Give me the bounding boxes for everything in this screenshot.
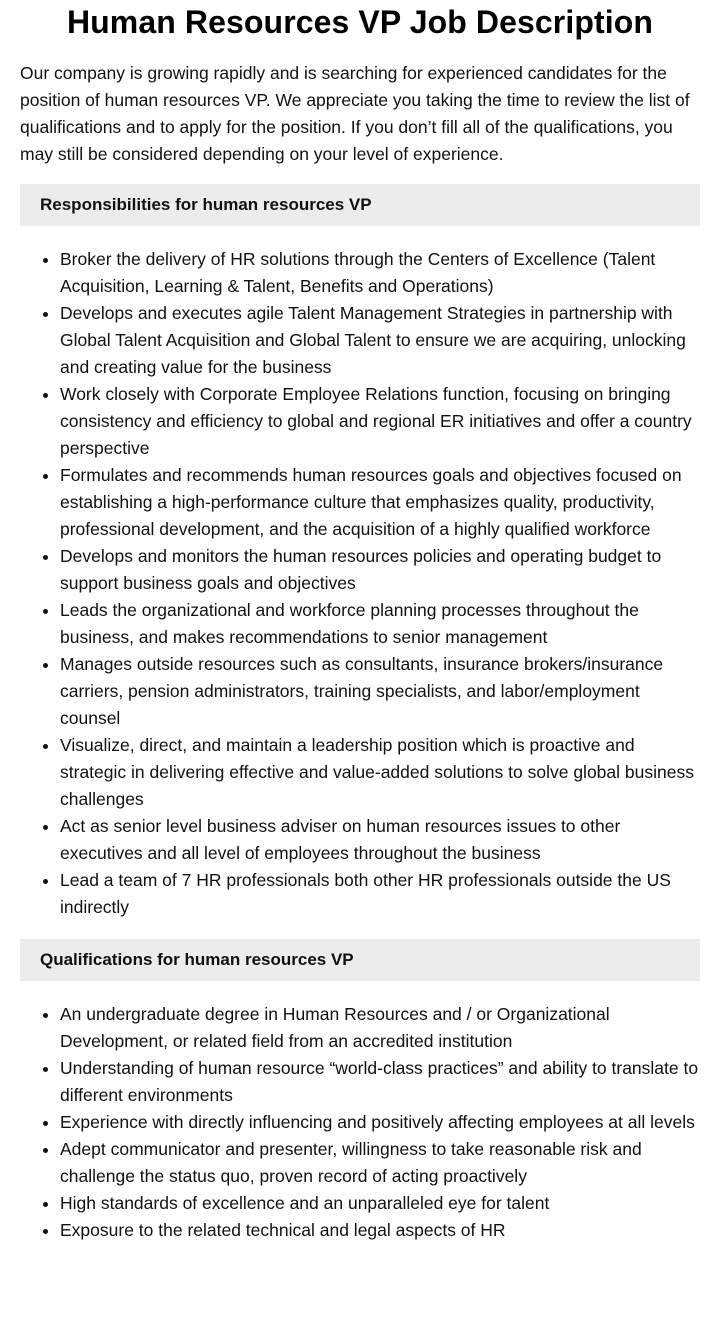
- list-item: • Manages outside resources such as consultants, insurance brokers/insurance carriers, pension administrators, training specialists, and labor/employment counsel: [60, 651, 700, 732]
- list-item: • Lead a team of 7 HR professionals both other HR professionals outside the US indirectly: [60, 867, 700, 921]
- list-item: • Formulates and recommends human resources goals and objectives focused on establishing a high-performance culture that emphasizes quality, productivity, professional development, and the acquisition of a highly qualified workforce: [60, 462, 700, 543]
- intro-paragraph: Our company is growing rapidly and is searching for experienced candidates for the position of human resources VP. We appreciate you taking the time to review the list of qualifications and to apply for the position. If you don’t fill all of the qualifications, you may still be considered depending on your level of experience.: [20, 63, 690, 164]
- list-item: • Leads the organizational and workforce planning processes throughout the business, and makes recommendations to senior management: [60, 597, 700, 651]
- list-item: • An undergraduate degree in Human Resources and / or Organizational Development, or related field from an accredited institution: [60, 1001, 700, 1055]
- list-item: • Develops and executes agile Talent Management Strategies in partnership with Global Talent Acquisition and Global Talent to ensure we are acquiring, unlocking and creating value for the business: [60, 300, 700, 381]
- qualifications-heading: Qualifications for human resources VP: [20, 939, 700, 981]
- list-item: • Understanding of human resource “world-class practices” and ability to translate to different environments: [60, 1055, 700, 1109]
- list-item: • Broker the delivery of HR solutions through the Centers of Excellence (Talent Acquisition, Learning & Talent, Benefits and Operations): [60, 246, 700, 300]
- list-item: • High standards of excellence and an unparalleled eye for talent: [60, 1190, 700, 1217]
- list-item: • Adept communicator and presenter, willingness to take reasonable risk and challenge the status quo, proven record of acting proactively: [60, 1136, 700, 1190]
- responsibilities-list: [20, 246, 700, 921]
- qualifications-list: [20, 1001, 700, 1244]
- list-item: • Act as senior level business adviser on human resources issues to other executives and all level of employees throughout the business: [60, 813, 700, 867]
- responsibilities-heading: Responsibilities for human resources VP: [20, 184, 700, 226]
- list-item: • Exposure to the related technical and legal aspects of HR: [60, 1217, 700, 1244]
- list-item: • Experience with directly influencing and positively affecting employees at all levels: [60, 1109, 700, 1136]
- page-title: Human Resources VP Job Description: [66, 4, 654, 40]
- list-item: • Work closely with Corporate Employee Relations function, focusing on bringing consistency and efficiency to global and regional ER initiatives and offer a country perspective: [60, 381, 700, 462]
- list-item: • Develops and monitors the human resources policies and operating budget to support business goals and objectives: [60, 543, 700, 597]
- list-item: • Visualize, direct, and maintain a leadership position which is proactive and strategic in delivering effective and value-added solutions to solve global business challenges: [60, 732, 700, 813]
